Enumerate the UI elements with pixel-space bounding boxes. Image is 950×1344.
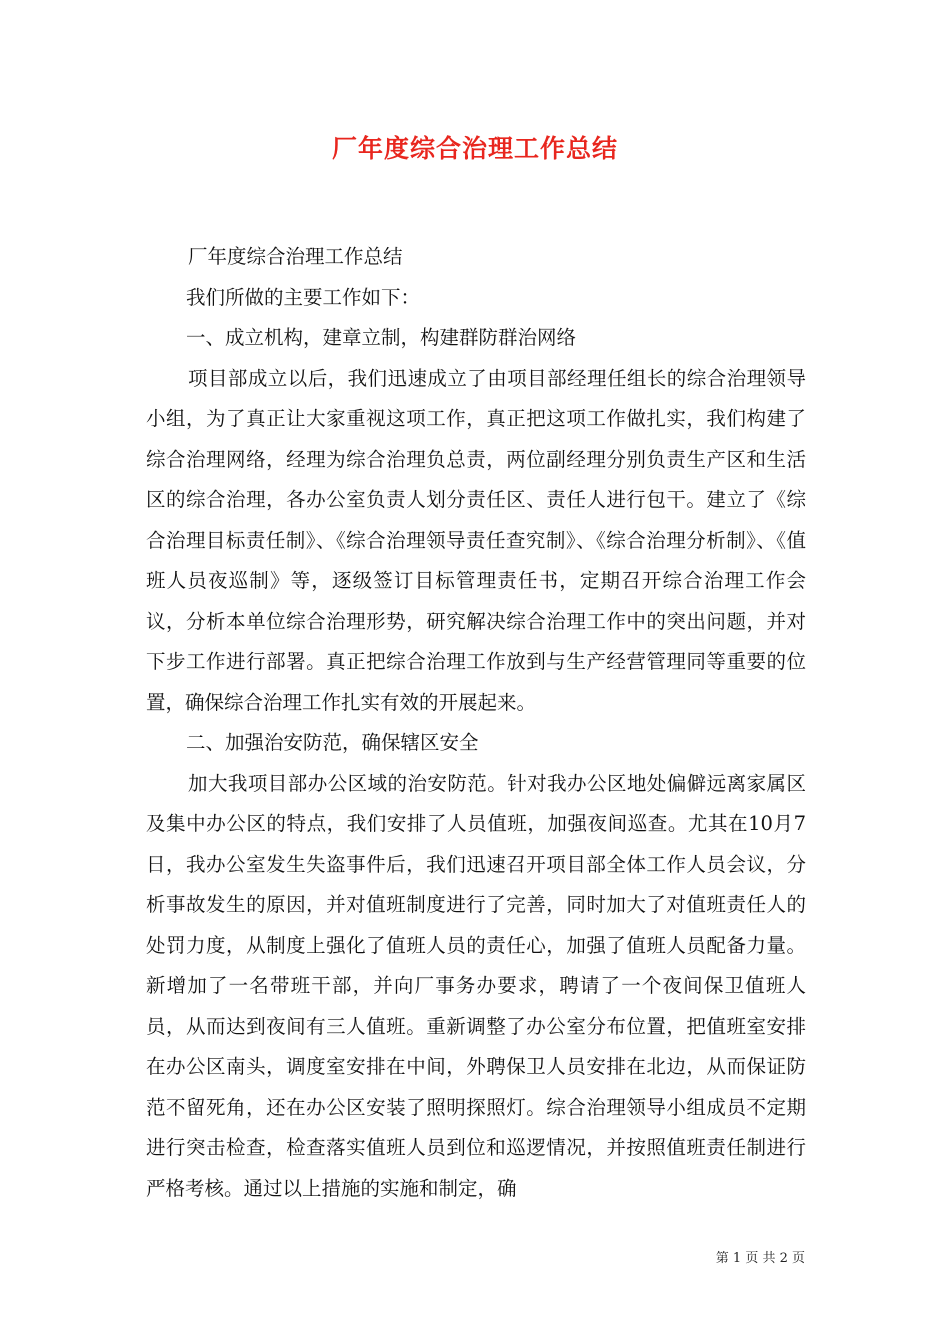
- document-subtitle: 厂年度综合治理工作总结: [188, 245, 403, 268]
- section-1-paragraph: 项目部成立以后，我们迅速成立了由项目部经理任组长的综合治理领导小组，为了真正让大家重视这项工作，真正把这项工作做扎实，我们构建了综合治理网络，经理为综合治理负总责，两位副经理分别负责生产区和生活区的综合治理，各办公室负责人划分责任区、责任人进行包干。建立了《综合治理目标责任制》、《综合治理领导责任查究制》、《综合治理分析制》、《值班人员夜巡制》等，逐级签订目标管理责任书，定期召开综合治理工作会议，分析本单位综合治理形势，研究解决综合治理工作中的突出问题，并对下步工作进行部署。真正把综合治理工作放到与生产经营管理同等重要的位置，确保综合治理工作扎实有效的开展起来。: [146, 366, 806, 714]
- document-body: [146, 237, 806, 1209]
- section-2-heading: 二、加强治安防范，确保辖区安全: [186, 731, 479, 754]
- section-2-paragraph: 加大我项目部办公区域的治安防范。针对我办公区地处偏僻远离家属区及集中办公区的特点，我们安排了人员值班，加强夜间巡查。尤其在10月7日，我办公室发生失盗事件后，我们迅速召开项目部全体工作人员会议，分析事故发生的原因，并对值班制度进行了完善，同时加大了对值班责任人的处罚力度，从制度上强化了值班人员的责任心，加强了值班人员配备力量。新增加了一名带班干部，并向厂事务办要求，聘请了一个夜间保卫值班人员，从而达到夜间有三人值班。重新调整了办公室分布位置，把值班室安排在办公区南头，调度室安排在中间，外聘保卫人员安排在北边，从而保证防范不留死角，还在办公区安装了照明探照灯。综合治理领导小组成员不定期进行突击检查，检查落实值班人员到位和巡逻情况，并按照值班责任制进行严格考核。通过以上措施的实施和制定，确: [146, 771, 806, 1200]
- document-title: 厂年度综合治理工作总结: [331, 134, 618, 163]
- intro-line: 我们所做的主要工作如下：: [186, 285, 421, 309]
- page-number-footer: 第 1 页 共 2 页: [715, 1251, 805, 1266]
- section-1-heading: 一、成立机构，建章立制，构建群防群治网络: [186, 326, 577, 349]
